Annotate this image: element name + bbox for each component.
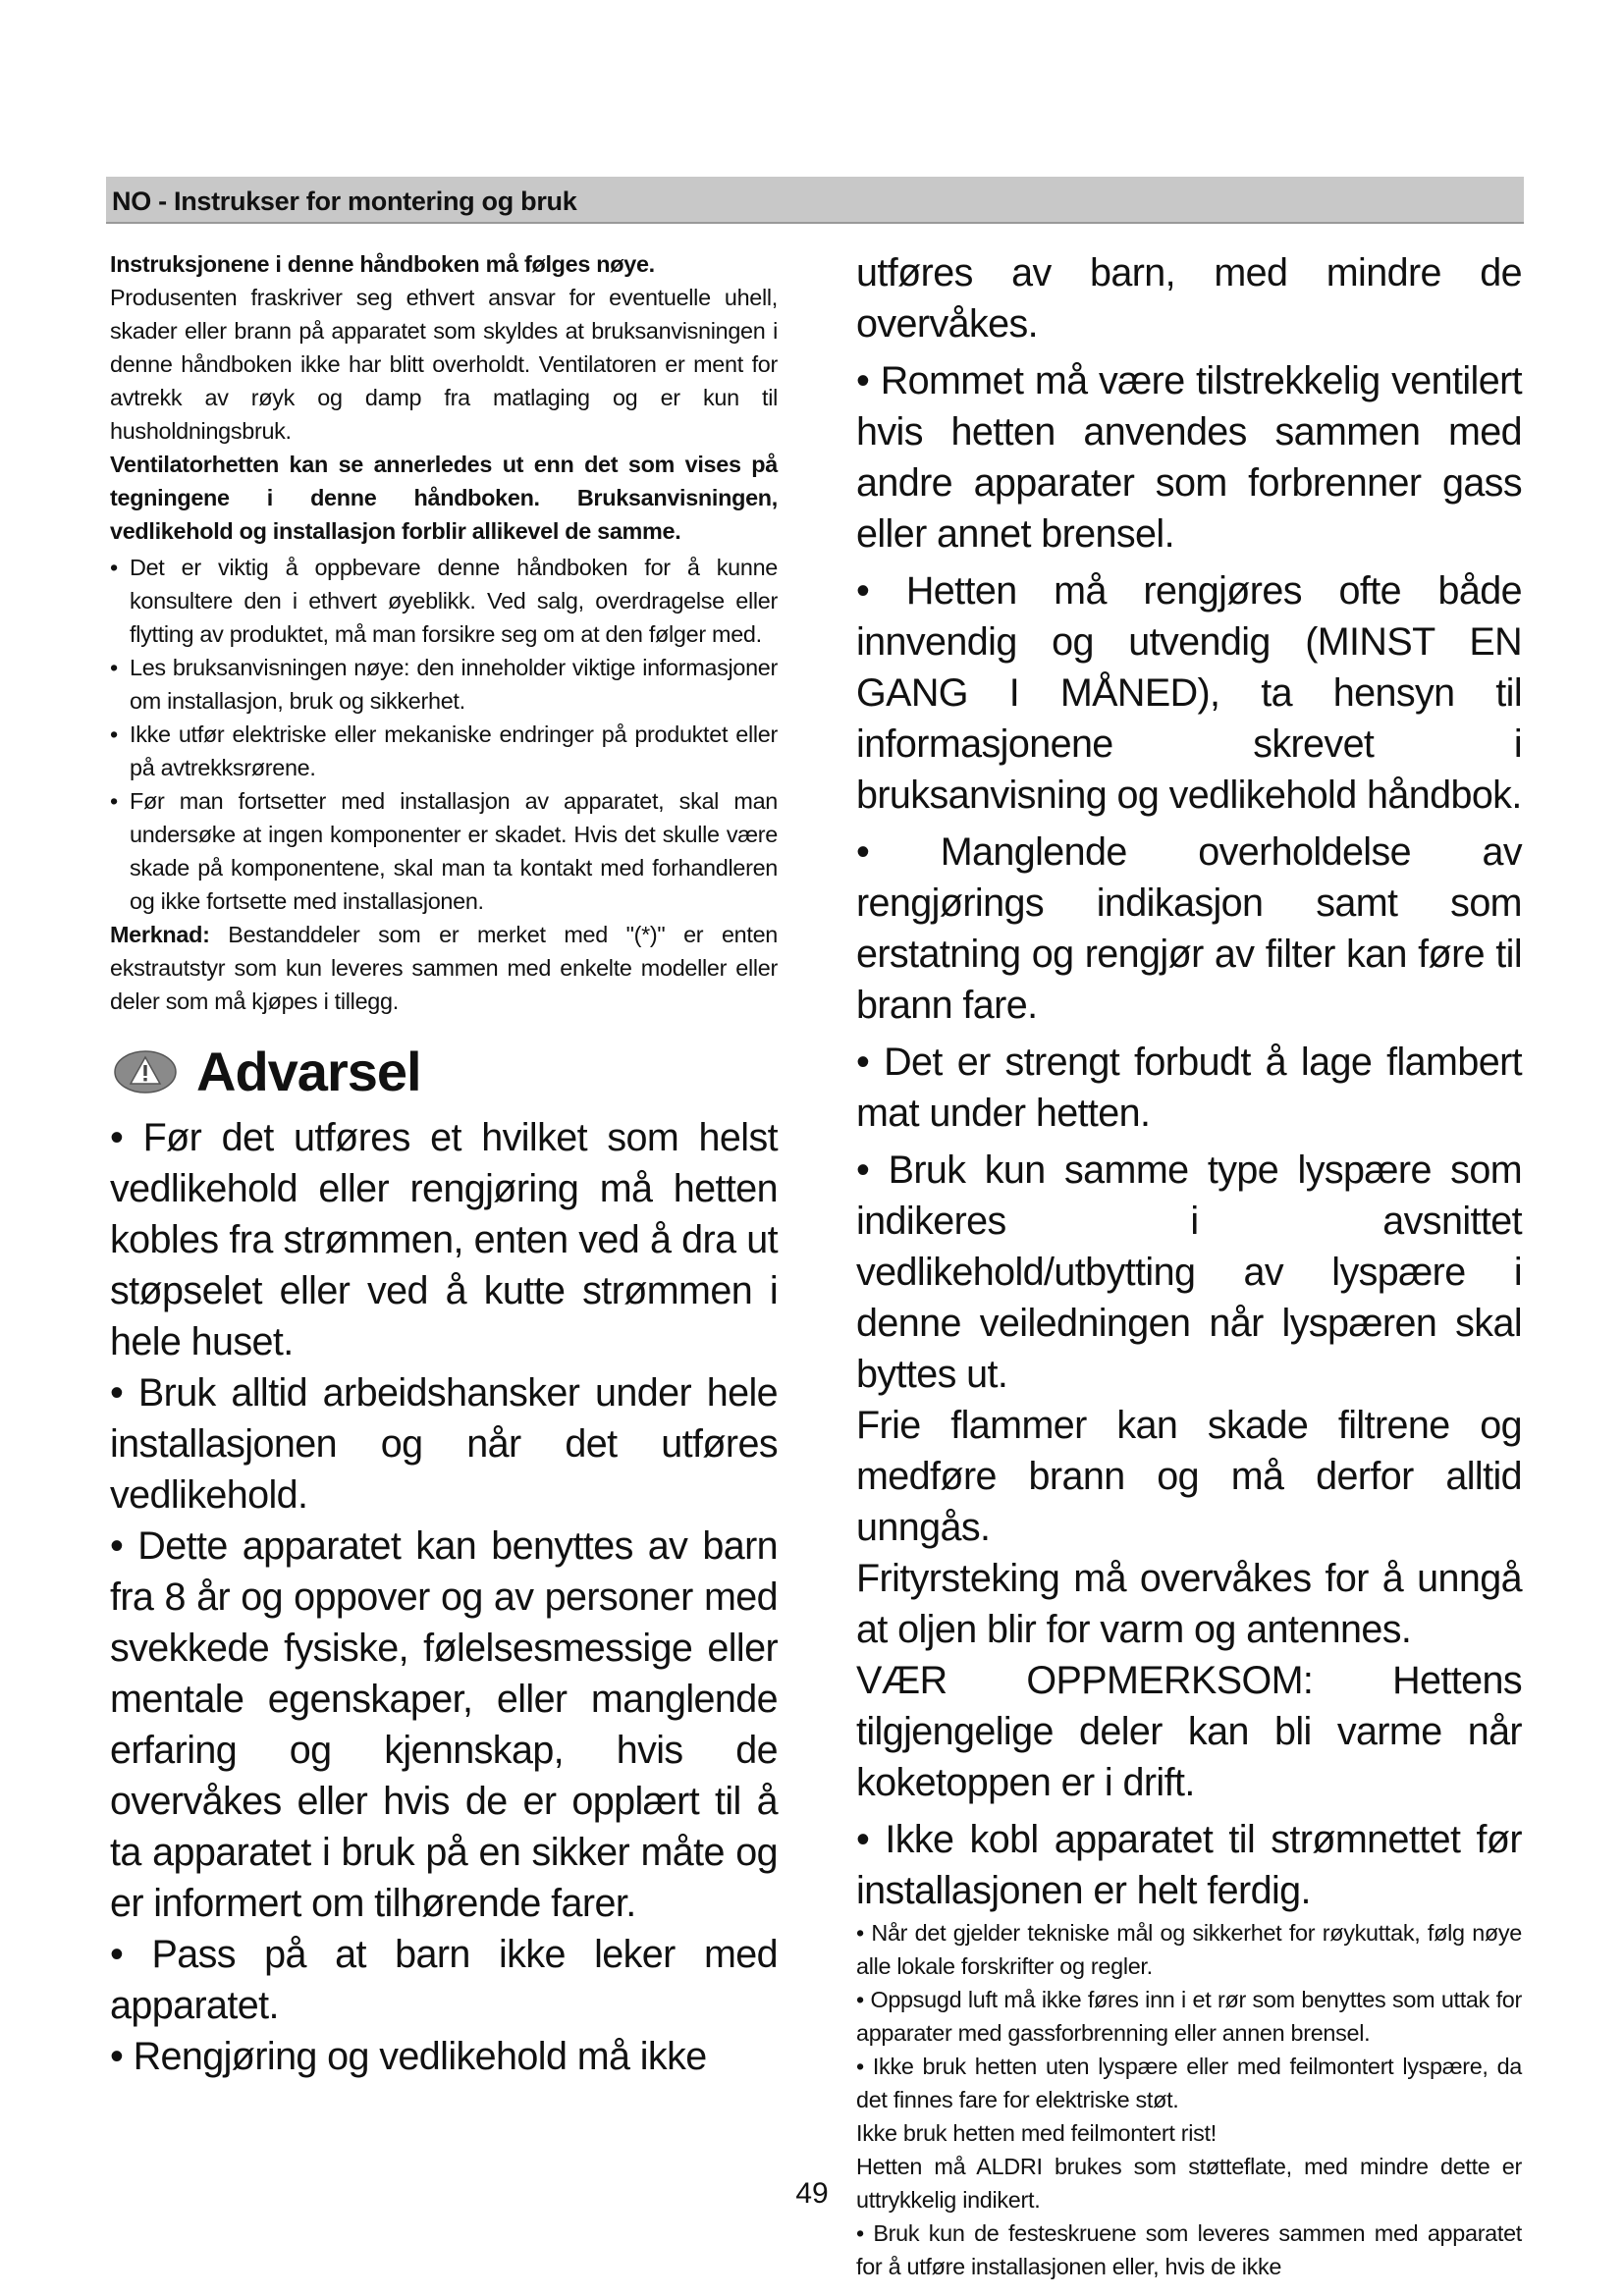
small-item: Ikke bruk hetten med feilmontert rist! — [856, 2120, 1217, 2146]
small-item: Hetten må ALDRI brukes som støtteflate, med mindre dette er uttrykkelig indikert. — [856, 2154, 1522, 2213]
warning-item: • Rengjøring og vedlikehold må ikke — [110, 2035, 707, 2078]
bullet-list — [110, 551, 778, 918]
bullet-dot: • — [110, 555, 118, 580]
small-item: • Oppsugd luft må ikke føres inn i et rør som benyttes som uttak for apparater med gassforbrenning eller annen brensel. — [856, 1987, 1522, 2046]
warning-item: Frie flammer kan skade filtrene og medføre brann og må derfor alltid unngås. — [856, 1404, 1522, 1549]
warning-item: • Pass på at barn ikke leker med apparatet. — [110, 1933, 778, 2027]
page-number: 49 — [795, 2177, 829, 2210]
warning-item: • Ikke kobl apparatet til strømnettet før installasjonen er helt ferdig. — [856, 1818, 1522, 1912]
warning-heading — [110, 1038, 778, 1106]
list-item-text: Før man fortsetter med installasjon av apparatet, skal man undersøke at ingen komponenter er skadet. Hvis det skulle være skade på komponentene, skal man ta kontakt med forhandleren og ikke fortsette med installasjonen. — [130, 788, 778, 914]
warning-item: • Bruk kun samme type lyspære som indikeres i avsnittet vedlikehold/utbytting av lyspære i denne veiledningen når lyspæren skal byttes ut. — [856, 1148, 1522, 1396]
right-column — [856, 247, 1522, 2283]
warning-title: Advarsel — [196, 1041, 421, 1102]
small-item: • Når det gjelder tekniske mål og sikkerhet for røykuttak, følg nøye alle lokale forskrifter og regler. — [856, 1920, 1522, 1979]
left-column — [110, 247, 778, 2082]
small-item: • Bruk kun de festeskruene som leveres sammen med apparatet for å utføre installasjonen eller, hvis de ikke — [856, 2220, 1522, 2279]
note-paragraph — [110, 918, 778, 1018]
bullet-dot: • — [110, 655, 118, 680]
warning-item: • Det er strengt forbudt å lage flambert mat under hetten. — [856, 1041, 1522, 1135]
section-header — [106, 177, 1524, 224]
warning-icon — [114, 1050, 177, 1094]
warning-item: • Dette apparatet kan benyttes av barn fra 8 år og oppover og av personer med svekkede fysiske, følelsesmessige eller mentale egenskaper, eller manglende erfaring og kjennskap, hvis de overvåkes eller hvis de er opplært til å ta apparatet i bruk på en sikker måte og er informert om tilhørende farer. — [110, 1524, 778, 1925]
small-item: • Ikke bruk hetten uten lyspære eller med feilmontert lyspære, da det finnes fare for elektriske støt. — [856, 2054, 1522, 2112]
warning-item: • Rommet må være tilstrekkelig ventilert hvis hetten anvendes sammen med andre apparater som forbrenner gass eller annet brensel. — [856, 359, 1522, 556]
section-title: NO - Instrukser for montering og bruk — [112, 187, 577, 216]
list-item-text: Det er viktig å oppbevare denne håndboken for å kunne konsultere den i ethvert øyeblikk. Ved salg, overdragelse eller flytting av produktet, må man forsikre seg om at den følger med. — [130, 555, 778, 647]
warning-item: • Hetten må rengjøres ofte både innvendig og utvendig (MINST EN GANG I MÅNED), ta hensyn til informasjonene skrevet i bruksanvisning og vedlikehold håndbok. — [856, 569, 1522, 817]
bullet-dot: • — [110, 721, 118, 747]
warning-item: • Manglende overholdelse av rengjørings indikasjon samt som erstatning og rengjør av filter kan føre til brann fare. — [856, 830, 1522, 1027]
list-item-text: Les bruksanvisningen nøye: den inneholder viktige informasjoner om installasjon, bruk og sikkerhet. — [130, 655, 778, 714]
list-item — [110, 784, 778, 918]
intro-bold-1: Instruksjonene i denne håndboken må følges nøye. — [110, 251, 655, 277]
warning-item: VÆR OPPMERKSOM: Hettens tilgjengelige deler kan bli varme når koketoppen er i drift. — [856, 1659, 1522, 1804]
list-item — [110, 651, 778, 718]
list-item-text: Ikke utfør elektriske eller mekaniske endringer på produktet eller på avtrekksrørene. — [130, 721, 778, 780]
warning-item: utføres av barn, med mindre de overvåkes. — [856, 251, 1522, 346]
warning-item: Frityrsteking må overvåkes for å unngå at oljen blir for varm og antennes. — [856, 1557, 1522, 1651]
warning-item: • Bruk alltid arbeidshansker under hele installasjonen og når det utføres vedlikehold. — [110, 1371, 778, 1517]
list-item — [110, 551, 778, 651]
list-item — [110, 718, 778, 784]
note-text: Bestanddeler som er merket med "(*)" er enten ekstrautstyr som kun leveres sammen med enkelte modeller eller deler som må kjøpes i tillegg. — [110, 922, 778, 1014]
intro-bold-2: Ventilatorhetten kan se annerledes ut enn det som vises på tegningene i denne håndboken. Bruksanvisningen, vedlikehold og installasjon forblir allikevel de samme. — [110, 452, 778, 544]
intro-paragraph: Produsenten fraskriver seg ethvert ansvar for eventuelle uhell, skader eller brann på apparatet som skyldes at bruksanvisningen i denne håndboken ikke har blitt overholdt. Ventilatoren er ment for avtrekk av røyk og damp fra matlaging og er kun til husholdningsbruk. — [110, 285, 778, 444]
warning-item: • Før det utføres et hvilket som helst vedlikehold eller rengjøring må hetten kobles fra strømmen, enten ved å dra ut støpselet eller ved å kutte strømmen i hele huset. — [110, 1116, 778, 1363]
bullet-dot: • — [110, 788, 118, 814]
note-label: Merknad: — [110, 922, 210, 947]
